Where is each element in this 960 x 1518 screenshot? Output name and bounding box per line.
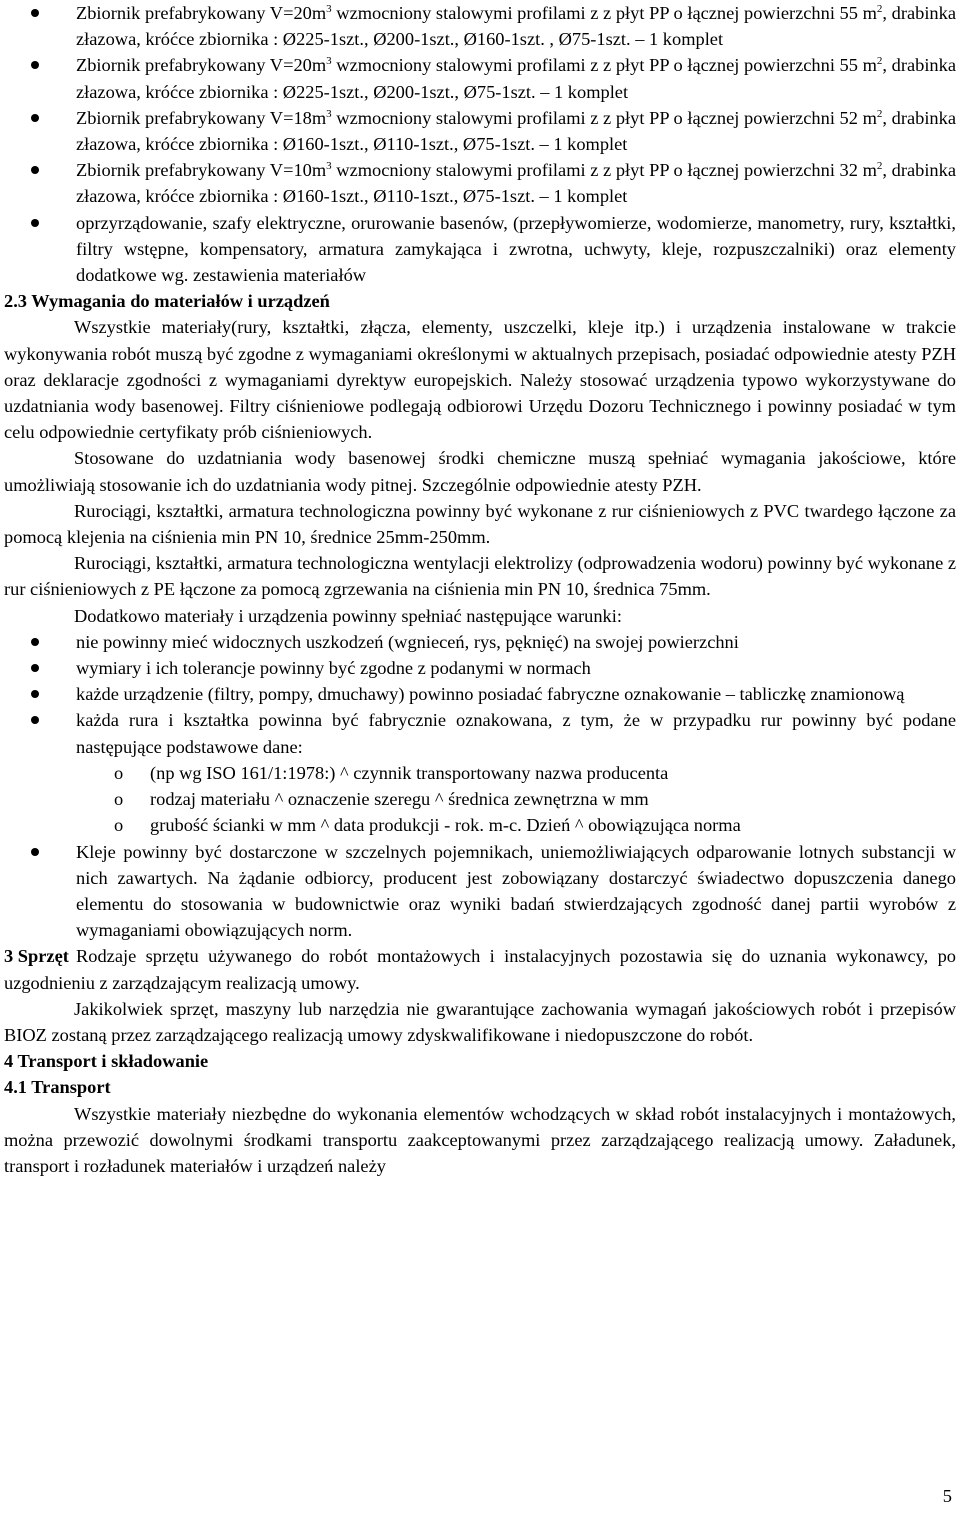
paragraph: Dodatkowo materiały i urządzenia powinny spełniać następujące warunki: [74,605,622,626]
bullet-icon [31,664,39,672]
list-item-tank-2: Zbiornik prefabrykowany $V=20m^3$ wzmocniony stalowymi profilami z z płyt PP o łącznej powierzchni 55 $m^2$, drabinka złazowa, króćce zbiornika : Ø225-1szt., Ø200-1szt., Ø75-1szt. – 1 komplet [4,52,956,104]
circle-bullet-icon: o [114,815,124,836]
sub-list-item: o rodzaj materiału ^ oznaczenie szeregu ^ średnica zewnętrzna w mm [4,786,956,812]
list-item-equipment: oprzyrządowanie, szafy elektryczne, orurowanie basenów, (przepływomierze, wodomierze, manometry, rury, kształtki, filtry wstępne, kompensatory, armatura zamykająca i zwrotna, uchwyty, kleje, rozpuszczalniki) oraz elementy dodatkowe wg. zestawienia materiałów [4,210,956,289]
section-2-3 [4,288,956,445]
section-heading: 4.1 Transport [4,1077,111,1098]
section-heading: 2.3 Wymagania do materiałów i urządzeń [4,291,330,312]
paragraph: Wszystkie materiały(rury, kształtki, złącza, elementy, uszczelki, kleje itp.) i urządzenia instalowane w trakcie wykonywania robót muszą być zgodne z wymaganiami określonymi w aktualnych przepisach, posiadać odpowiednie atesty PZH oraz deklaracje zgodności z wymaganiami dyrektyw europejskich. Należy stosować urządzenia typowo wykorzystywane do uzdatniania wody basenowej. Filtry ciśnieniowe podlegają odbiorowi Urzędu Dozoru Technicznego i powinny posiadać w tym celu odpowiednie certyfikaty prób ciśnieniowych. [4,317,956,443]
circle-bullet-icon: o [114,789,124,810]
sub-list-item: o grubość ścianki w mm ^ data produkcji - rok. m-c. Dzień ^ obowiązująca norma [4,812,956,838]
section-heading: 3 Sprzęt [4,946,69,967]
section-heading: 4 Transport i składowanie [4,1051,209,1072]
paragraph: Stosowane do uzdatniania wody basenowej środki chemiczne muszą spełniać wymagania jakościowe, które umożliwiają stosowanie ich do uzdatniania wody pitnej. Szczególnie odpowiednie atesty PZH. [4,448,956,495]
bullet-icon [31,166,39,174]
circle-bullet-icon: o [114,762,124,783]
bullet-icon [31,638,39,646]
list-item-tank-4: Zbiornik prefabrykowany $V=10m^3$ wzmocniony stalowymi profilami z z płyt PP o łącznej powierzchni 32 $m^2$, drabinka złazowa, króćce zbiornika : Ø160-1szt., Ø110-1szt., Ø75-1szt. – 1 komplet [4,157,956,209]
bullet-icon [31,114,39,122]
paragraph: Jakikolwiek sprzęt, maszyny lub narzędzia nie gwarantujące zachowania wymagań jakościowych robót i przepisów BIOZ zostaną przez zarządzającego realizacją umowy zdyskwalifikowane i niedopuszczone do robót. [4,998,956,1045]
list-item-tank-1: Zbiornik prefabrykowany $V=20m^3$ wzmocniony stalowymi profilami z z płyt PP o łącznej powierzchni 55 $m^2$, drabinka złazowa, króćce zbiornika : Ø225-1szt., Ø200-1szt., Ø160-1szt. , Ø75-1szt. – 1 komplet [4,0,956,52]
bullet-icon [31,9,39,17]
bullet-icon [31,219,39,227]
section-3 [4,943,956,995]
paragraph: Rurociągi, kształtki, armatura technologiczna powinny być wykonane z rur ciśnieniowych z PVC twardego łączone za pomocą klejenia na ciśnienia min PN 10, średnice 25mm-250mm. [4,500,956,548]
bullet-icon [31,61,39,69]
list-item-tank-3: Zbiornik prefabrykowany $V=18m^3$ wzmocniony stalowymi profilami z z płyt PP o łącznej powierzchni 52 $m^2$, drabinka złazowa, króćce zbiornika : Ø160-1szt., Ø110-1szt., Ø75-1szt. – 1 komplet [4,105,956,157]
list-item: nie powinny mieć widocznych uszkodzeń (wgnieceń, rys, pęknięć) na swojej powierzchni [4,629,956,655]
bullet-icon [31,690,39,698]
paragraph: Wszystkie materiały niezbędne do wykonania elementów wchodzących w skład robót instalacyjnych i montażowych, można przewozić dowolnymi środkami transportu zaakceptowanymi przez zarządzającego realizacją umowy. Załadunek, transport i rozładunek materiałów i urządzeń należy [4,1103,956,1176]
page-number: 5 [942,1486,952,1506]
list-item: wymiary i ich tolerancje powinny być zgodne z podanymi w normach [4,655,956,681]
list-item: każde urządzenie (filtry, pompy, dmuchawy) powinno posiadać fabryczne oznakowanie – tabliczkę znamionową [4,681,956,707]
document-page [4,0,956,1179]
bullet-icon [31,848,39,856]
paragraph: Rurociągi, kształtki, armatura technologiczna wentylacji elektrolizy (odprowadzenia wodoru) powinny być wykonane z rur ciśnieniowych z PE łączone za pomocą zgrzewania na ciśnienia min PN 10, średnica 75mm. [4,553,956,600]
sub-list-item: o (np wg ISO 161/1:1978:) ^ czynnik transportowany nazwa producenta [4,760,956,786]
paragraph: Rodzaje sprzętu używanego do robót montażowych i instalacyjnych pozostawia się do uznania wykonawcy, po uzgodnieniu z zarządzającym realizacją umowy. [4,946,956,993]
bullet-icon [31,716,39,724]
list-item: każda rura i kształtka powinna być fabrycznie oznakowana, z tym, że w przypadku rur powinny być podane następujące podstawowe dane: [4,707,956,759]
list-item-glue: Kleje powinny być dostarczone w szczelnych pojemnikach, uniemożliwiających odparowanie lotnych substancji w nich zawartych. Na żądanie odbiorcy, producent jest zobowiązany dostarczyć świadectwo dopuszczenia danego elementu do stosowania w budownictwie oraz wyniki badań stwierdzających zgodność danej partii wyrobów z wymaganiami obowiązujących norm. [4,839,956,944]
